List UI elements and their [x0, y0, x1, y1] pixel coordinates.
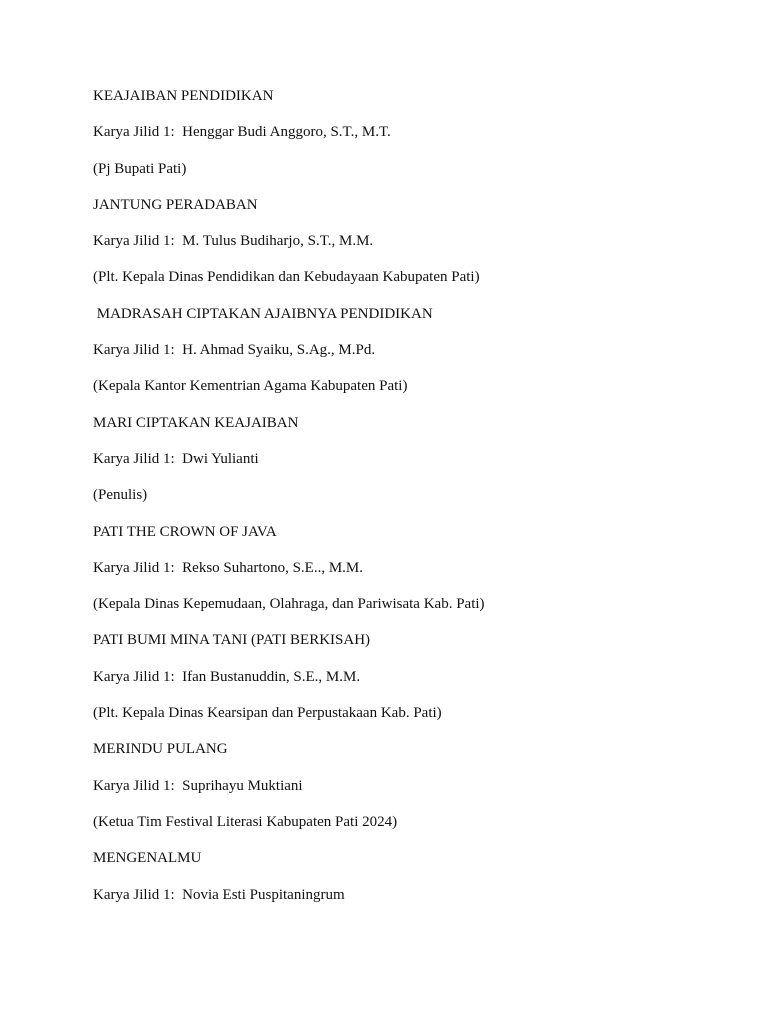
- author-line: Karya Jilid 1: H. Ahmad Syaiku, S.Ag., M.Pd.: [93, 342, 376, 359]
- author-line: Karya Jilid 1: Suprihayu Muktiani: [93, 777, 303, 794]
- document-body: [93, 86, 733, 921]
- author-line: Karya Jilid 1: Dwi Yulianti: [93, 450, 259, 467]
- author-line: Karya Jilid 1: Novia Esti Puspitaningrum: [93, 886, 345, 903]
- author-role: (Plt. Kepala Dinas Kearsipan dan Perpustakaan Kab. Pati): [93, 705, 442, 722]
- title-pati-bumi-mina-tani: PATI BUMI MINA TANI (PATI BERKISAH): [93, 632, 371, 649]
- title-pati-crown-of-java: PATI THE CROWN OF JAVA: [93, 523, 277, 540]
- author-line: Karya Jilid 1: Henggar Budi Anggoro, S.T., M.T.: [93, 124, 391, 141]
- author-line: Karya Jilid 1: Rekso Suhartono, S.E.., M.M.: [93, 559, 363, 576]
- title-mari-ciptakan: MARI CIPTAKAN KEAJAIBAN: [93, 414, 299, 431]
- author-line: Karya Jilid 1: Ifan Bustanuddin, S.E., M.M.: [93, 668, 361, 685]
- title-mengenalmu: MENGENALMU: [93, 850, 202, 867]
- title-merindu-pulang: MERINDU PULANG: [93, 741, 228, 758]
- author-role: (Plt. Kepala Dinas Pendidikan dan Kebudayaan Kabupaten Pati): [93, 269, 480, 286]
- author-role: (Ketua Tim Festival Literasi Kabupaten Pati 2024): [93, 813, 398, 830]
- author-role: (Penulis): [93, 487, 148, 504]
- title-keajaiban-pendidikan: KEAJAIBAN PENDIDIKAN: [93, 88, 274, 104]
- title-madrasah-ciptakan: MADRASAH CIPTAKAN AJAIBNYA PENDIDIKAN: [93, 305, 433, 322]
- author-role: (Kepala Dinas Kepemudaan, Olahraga, dan Pariwisata Kab. Pati): [93, 596, 485, 613]
- author-line: Karya Jilid 1: M. Tulus Budiharjo, S.T., M.M.: [93, 233, 374, 250]
- title-jantung-peradaban: JANTUNG PERADABAN: [93, 196, 258, 213]
- author-role: (Kepala Kantor Kementrian Agama Kabupaten Pati): [93, 378, 408, 395]
- author-role: (Pj Bupati Pati): [93, 160, 187, 177]
